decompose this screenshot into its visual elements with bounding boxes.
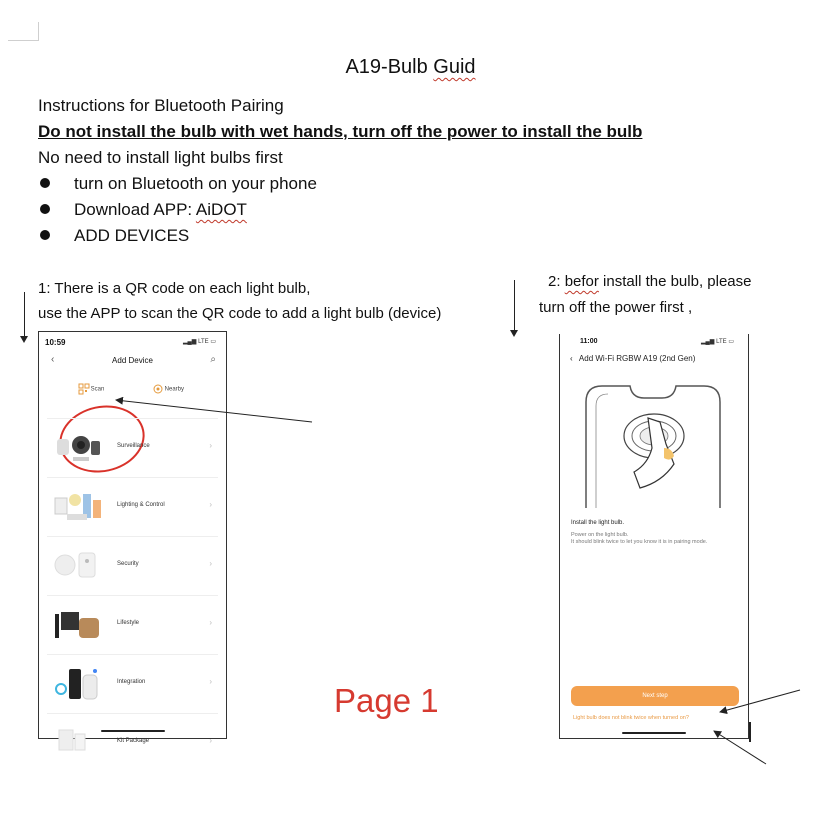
nearby-icon [153, 384, 163, 394]
qr-icon [79, 384, 89, 394]
bullet-dot [40, 204, 50, 214]
status-time: 10:59 [45, 338, 66, 347]
title-misspelled-word: Guid [433, 56, 476, 78]
kit-package-image [53, 724, 103, 762]
chevron-right-icon: › [209, 500, 212, 509]
header-title: Add Wi-Fi RGBW A19 (2nd Gen) [578, 354, 696, 363]
down-arrow-head-left [20, 336, 28, 343]
list-item[interactable]: Kit Package › [47, 713, 218, 772]
security-sensors-image [53, 547, 103, 585]
integration-speakers-image [53, 665, 103, 703]
list-item[interactable]: Security › [47, 536, 218, 595]
app-header [570, 354, 695, 363]
back-icon[interactable]: ‹ [570, 354, 573, 363]
status-signal: ▂▄▆ LTE ▭ [700, 339, 734, 345]
down-arrow-head-right [510, 330, 518, 337]
list-item[interactable]: Lighting & Control › [47, 477, 218, 536]
back-icon[interactable]: ‹ [51, 354, 55, 365]
step2-line2: turn off the power first , [539, 299, 693, 316]
phone-screenshot-add-device [38, 331, 227, 745]
header-title: Add Device [112, 356, 153, 365]
document-title: A19-Bulb Guid [345, 56, 476, 78]
lighting-products-image [53, 488, 103, 526]
note-text: No need to install light bulbs first [38, 148, 283, 167]
add-method-tabs [49, 376, 216, 412]
phone-screenshot-install-bulb [559, 334, 749, 739]
app-header [39, 354, 226, 370]
warning-text: Do not install the bulb with wet hands, turn off the power to install the bulb [38, 122, 643, 141]
chevron-right-icon: › [209, 736, 212, 745]
bullet-item: ADD DEVICES [40, 226, 189, 246]
status-time: 11:00 [580, 338, 598, 345]
surveillance-cameras-image [53, 429, 103, 467]
device-category-list [47, 418, 218, 772]
list-item[interactable]: Lifestyle › [47, 595, 218, 654]
bullet-dot [40, 230, 50, 240]
lifestyle-products-image [53, 606, 103, 644]
status-signal: ▂▄▆ LTE ▭ [182, 339, 216, 345]
step2-line1: 2: befor install the bulb, please [548, 273, 752, 290]
list-item[interactable]: Surveillance › [47, 418, 218, 477]
instruction-body: Power on the light bulb. It should blink twice to let you know it is in pairing mode. [571, 532, 708, 545]
down-arrow-line-left [24, 292, 25, 336]
home-indicator [622, 732, 686, 734]
tab-nearby[interactable]: Nearby [153, 384, 184, 394]
chevron-right-icon: › [209, 559, 212, 568]
bullet-dot [40, 178, 50, 188]
install-bulb-illustration [578, 378, 728, 508]
chevron-right-icon: › [209, 677, 212, 686]
next-step-button[interactable]: Next step [571, 686, 739, 706]
home-indicator [101, 730, 165, 732]
page-label: Page 1 [334, 682, 439, 719]
search-icon[interactable]: ⌕ [210, 354, 216, 365]
step1-line2: use the APP to scan the QR code to add a light bulb (device) [38, 305, 442, 322]
bullet-item: Download APP: AiDOT [40, 200, 247, 220]
page-corner-mark [8, 22, 39, 41]
chevron-right-icon: › [209, 441, 212, 450]
bullet-item: turn on Bluetooth on your phone [40, 174, 317, 194]
help-link[interactable]: Light bulb does not blink twice when turned on? [573, 715, 689, 721]
chevron-right-icon: › [209, 618, 212, 627]
down-arrow-line-right [514, 280, 515, 330]
list-item[interactable]: Integration › [47, 654, 218, 713]
subheading: Instructions for Bluetooth Pairing [38, 96, 284, 115]
tab-scan[interactable]: Scan [79, 384, 104, 394]
instruction-title: Install the light bulb. [571, 520, 625, 526]
step1-line1: 1: There is a QR code on each light bulb, [38, 280, 311, 297]
